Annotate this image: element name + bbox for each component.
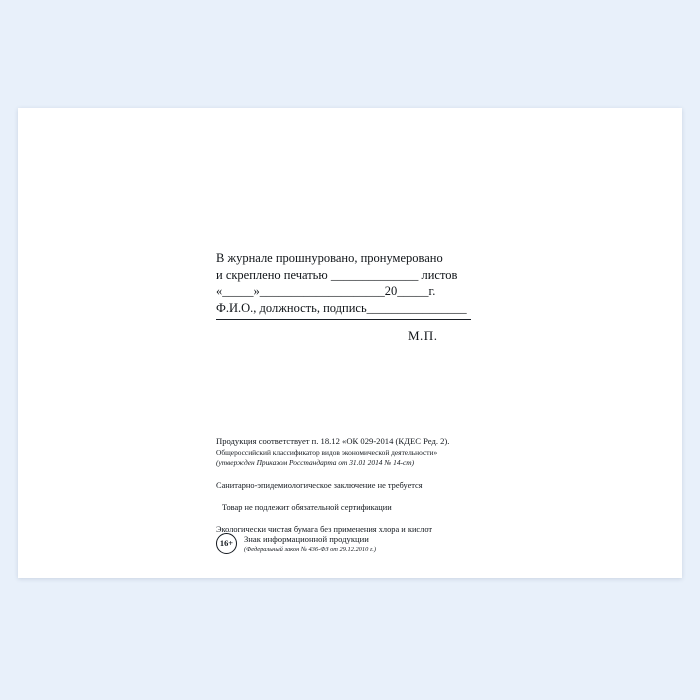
age-mark-block bbox=[216, 532, 376, 554]
age-mark-title: Знак информационной продукции bbox=[244, 534, 369, 544]
certification-block bbox=[216, 250, 536, 320]
legal-line-1: Продукция соответствует п. 18.12 «ОК 029-2014 (КДЕС Ред. 2). bbox=[216, 436, 450, 446]
legal-block bbox=[216, 436, 546, 535]
certification-line-1: В журнале прошнуровано, пронумеровано bbox=[216, 251, 443, 265]
legal-line-3: (утвержден Приказом Росстандарта от 31.01 2014 № 14-ст) bbox=[216, 458, 415, 467]
certification-line-3: «_____»____________________20_____г. bbox=[216, 284, 436, 298]
stamp-place-label: М.П. bbox=[408, 328, 438, 343]
certification-line-2: и скреплено печатью ______________ листов bbox=[216, 267, 458, 282]
legal-line-5: Товар не подлежит обязательной сертификации bbox=[222, 502, 392, 512]
age-mark-subtitle: (Федеральный закон № 436-ФЗ от 29.12.2010 г.) bbox=[244, 546, 377, 553]
age-rating-icon: 16+ bbox=[216, 533, 237, 554]
certification-line-4: Ф.И.О., должность, подпись________________ bbox=[216, 300, 467, 315]
age-mark-texts bbox=[244, 532, 376, 554]
page-content bbox=[18, 108, 682, 578]
legal-line-4: Санитарно-эпидемиологическое заключение не требуется bbox=[216, 480, 423, 490]
signature-rule bbox=[216, 318, 471, 320]
document-page bbox=[18, 108, 682, 578]
legal-line-6: Экологически чистая бумага без применения хлора и кислот bbox=[216, 524, 433, 534]
legal-line-2: Общероссийский классификатор видов экономической деятельности» bbox=[216, 447, 438, 457]
